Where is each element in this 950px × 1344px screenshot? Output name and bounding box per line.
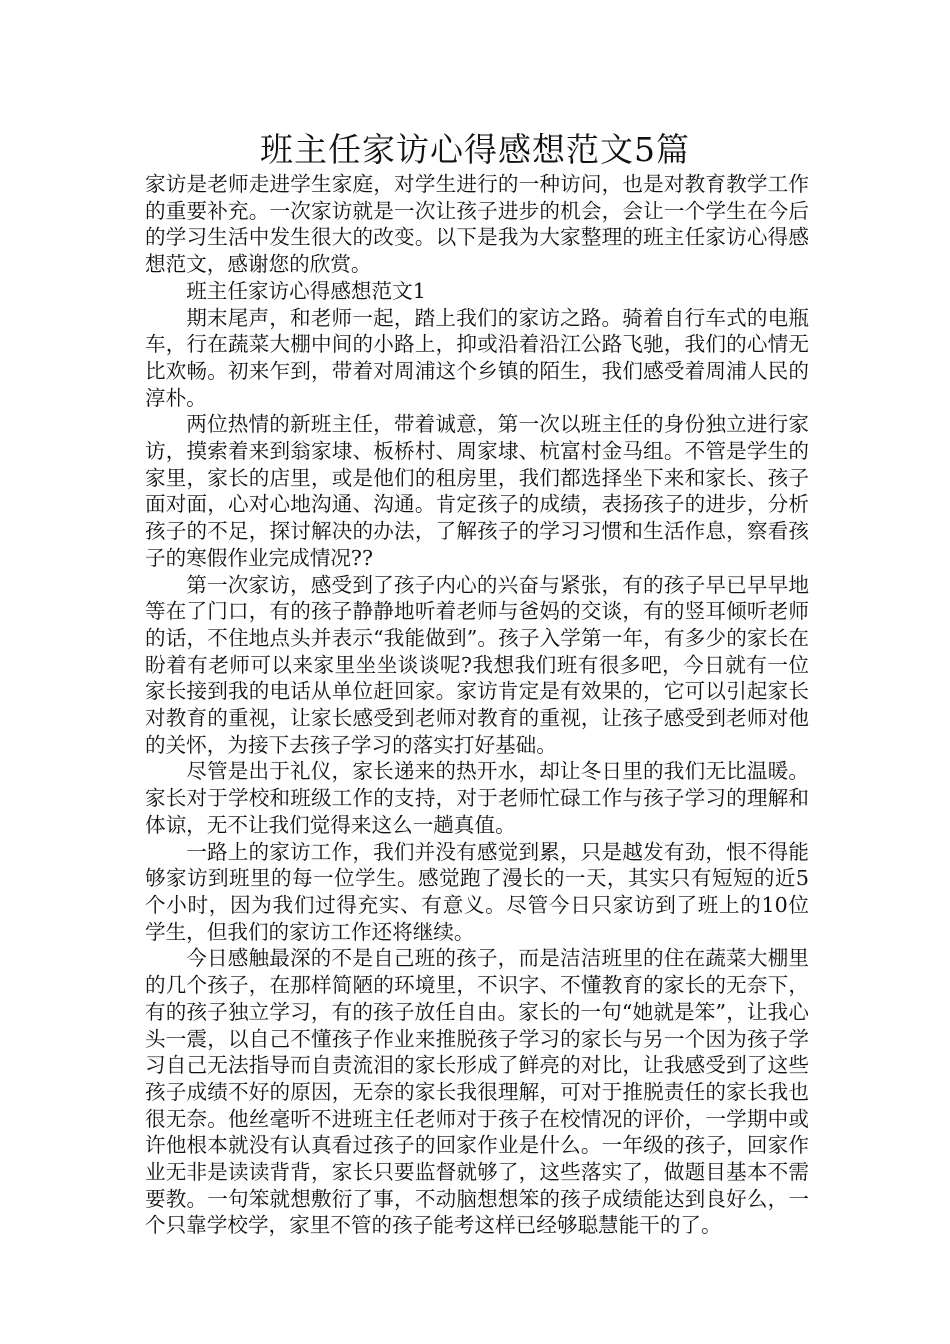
document-title: 班主任家访心得感想范文5篇 — [260, 130, 690, 169]
body-paragraph: 一路上的家访工作，我们并没有感觉到累，只是越发有劲，恨不得能够家访到班里的每一位学生。感觉跑了漫长的一天，其实只有短短的近5个小时，因为我们过得充实、有意义。尽管今日只家访到了班上的10位学生，但我们的家访工作还将继续。 — [145, 839, 809, 944]
body-paragraph: 尽管是出于礼仪，家长递来的热开水，却让冬日里的我们无比温暖。家长对于学校和班级工作的支持，对于老师忙碌工作与孩子学习的理解和体谅，无不让我们觉得来这么一趟真值。 — [145, 759, 809, 837]
document-body — [145, 171, 809, 1239]
section-heading: 班主任家访心得感想范文1 — [186, 278, 426, 303]
body-paragraph: 期末尾声，和老师一起，踏上我们的家访之路。骑着自行车式的电瓶车，行在蔬菜大棚中间的小路上，抑或沿着沿江公路飞驰，我们的心情无比欢畅。初来乍到，带着对周浦这个乡镇的陌生，我们感受着周浦人民的淳朴。 — [145, 305, 809, 410]
body-paragraph: 今日感触最深的不是自己班的孩子，而是洁洁班里的住在蔬菜大棚里的几个孩子，在那样简陋的环境里，不识字、不懂教育的家长的无奈下，有的孩子独立学习，有的孩子放任自由。家长的一句“她就是笨”，让我心头一震，以自己不懂孩子作业来推脱孩子学习的家长与另一个因为孩子学习自己无法指导而自责流泪的家长形成了鲜亮的对比，让我感受到了这些孩子成绩不好的原因，无奈的家长我很理解，可对于推脱责任的家长我也很无奈。他丝毫听不进班主任老师对于孩子在校情况的评价，一学期中或许他根本就没有认真看过孩子的回家作业是什么。一年级的孩子，回家作业无非是读读背背，家长只要监督就够了，这些落实了，做题目基本不需要教。一句笨就想敷衍了事，不动脑想想笨的孩子成绩能达到良好么，一个只靠学校学，家里不管的孩子能考这样已经够聪慧能干的了。 — [145, 946, 809, 1238]
body-paragraph: 第一次家访，感受到了孩子内心的兴奋与紧张，有的孩子早已早早地等在了门口，有的孩子静静地听着老师与爸妈的交谈，有的竖耳倾听老师的话，不住地点头并表示“我能做到”。孩子入学第一年，有多少的家长在盼着有老师可以来家里坐坐谈谈呢?我想我们班有很多吧，今日就有一位家长接到我的电话从单位赶回家。家访肯定是有效果的，它可以引起家长对教育的重视，让家长感受到老师对教育的重视，让孩子感受到老师对他的关怀，为接下去孩子学习的落实打好基础。 — [145, 572, 809, 757]
body-paragraph: 两位热情的新班主任，带着诚意，第一次以班主任的身份独立进行家访，摸索着来到翁家埭、板桥村、周家埭、杭富村金马组。不管是学生的家里，家长的店里，或是他们的租房里，我们都选择坐下来和家长、孩子面对面，心对心地沟通、沟通。肯定孩子的成绩，表扬孩子的进步，分析孩子的不足，探讨解决的办法，了解孩子的学习习惯和生活作息，察看孩子的寒假作业完成情况?? — [145, 412, 809, 570]
intro-paragraph: 家访是老师走进学生家庭，对学生进行的一种访问，也是对教育教学工作的重要补充。一次家访就是一次让孩子进步的机会，会让一个学生在今后的学习生活中发生很大的改变。以下是我为大家整理的班主任家访心得感想范文，感谢您的欣赏。 — [145, 172, 809, 277]
